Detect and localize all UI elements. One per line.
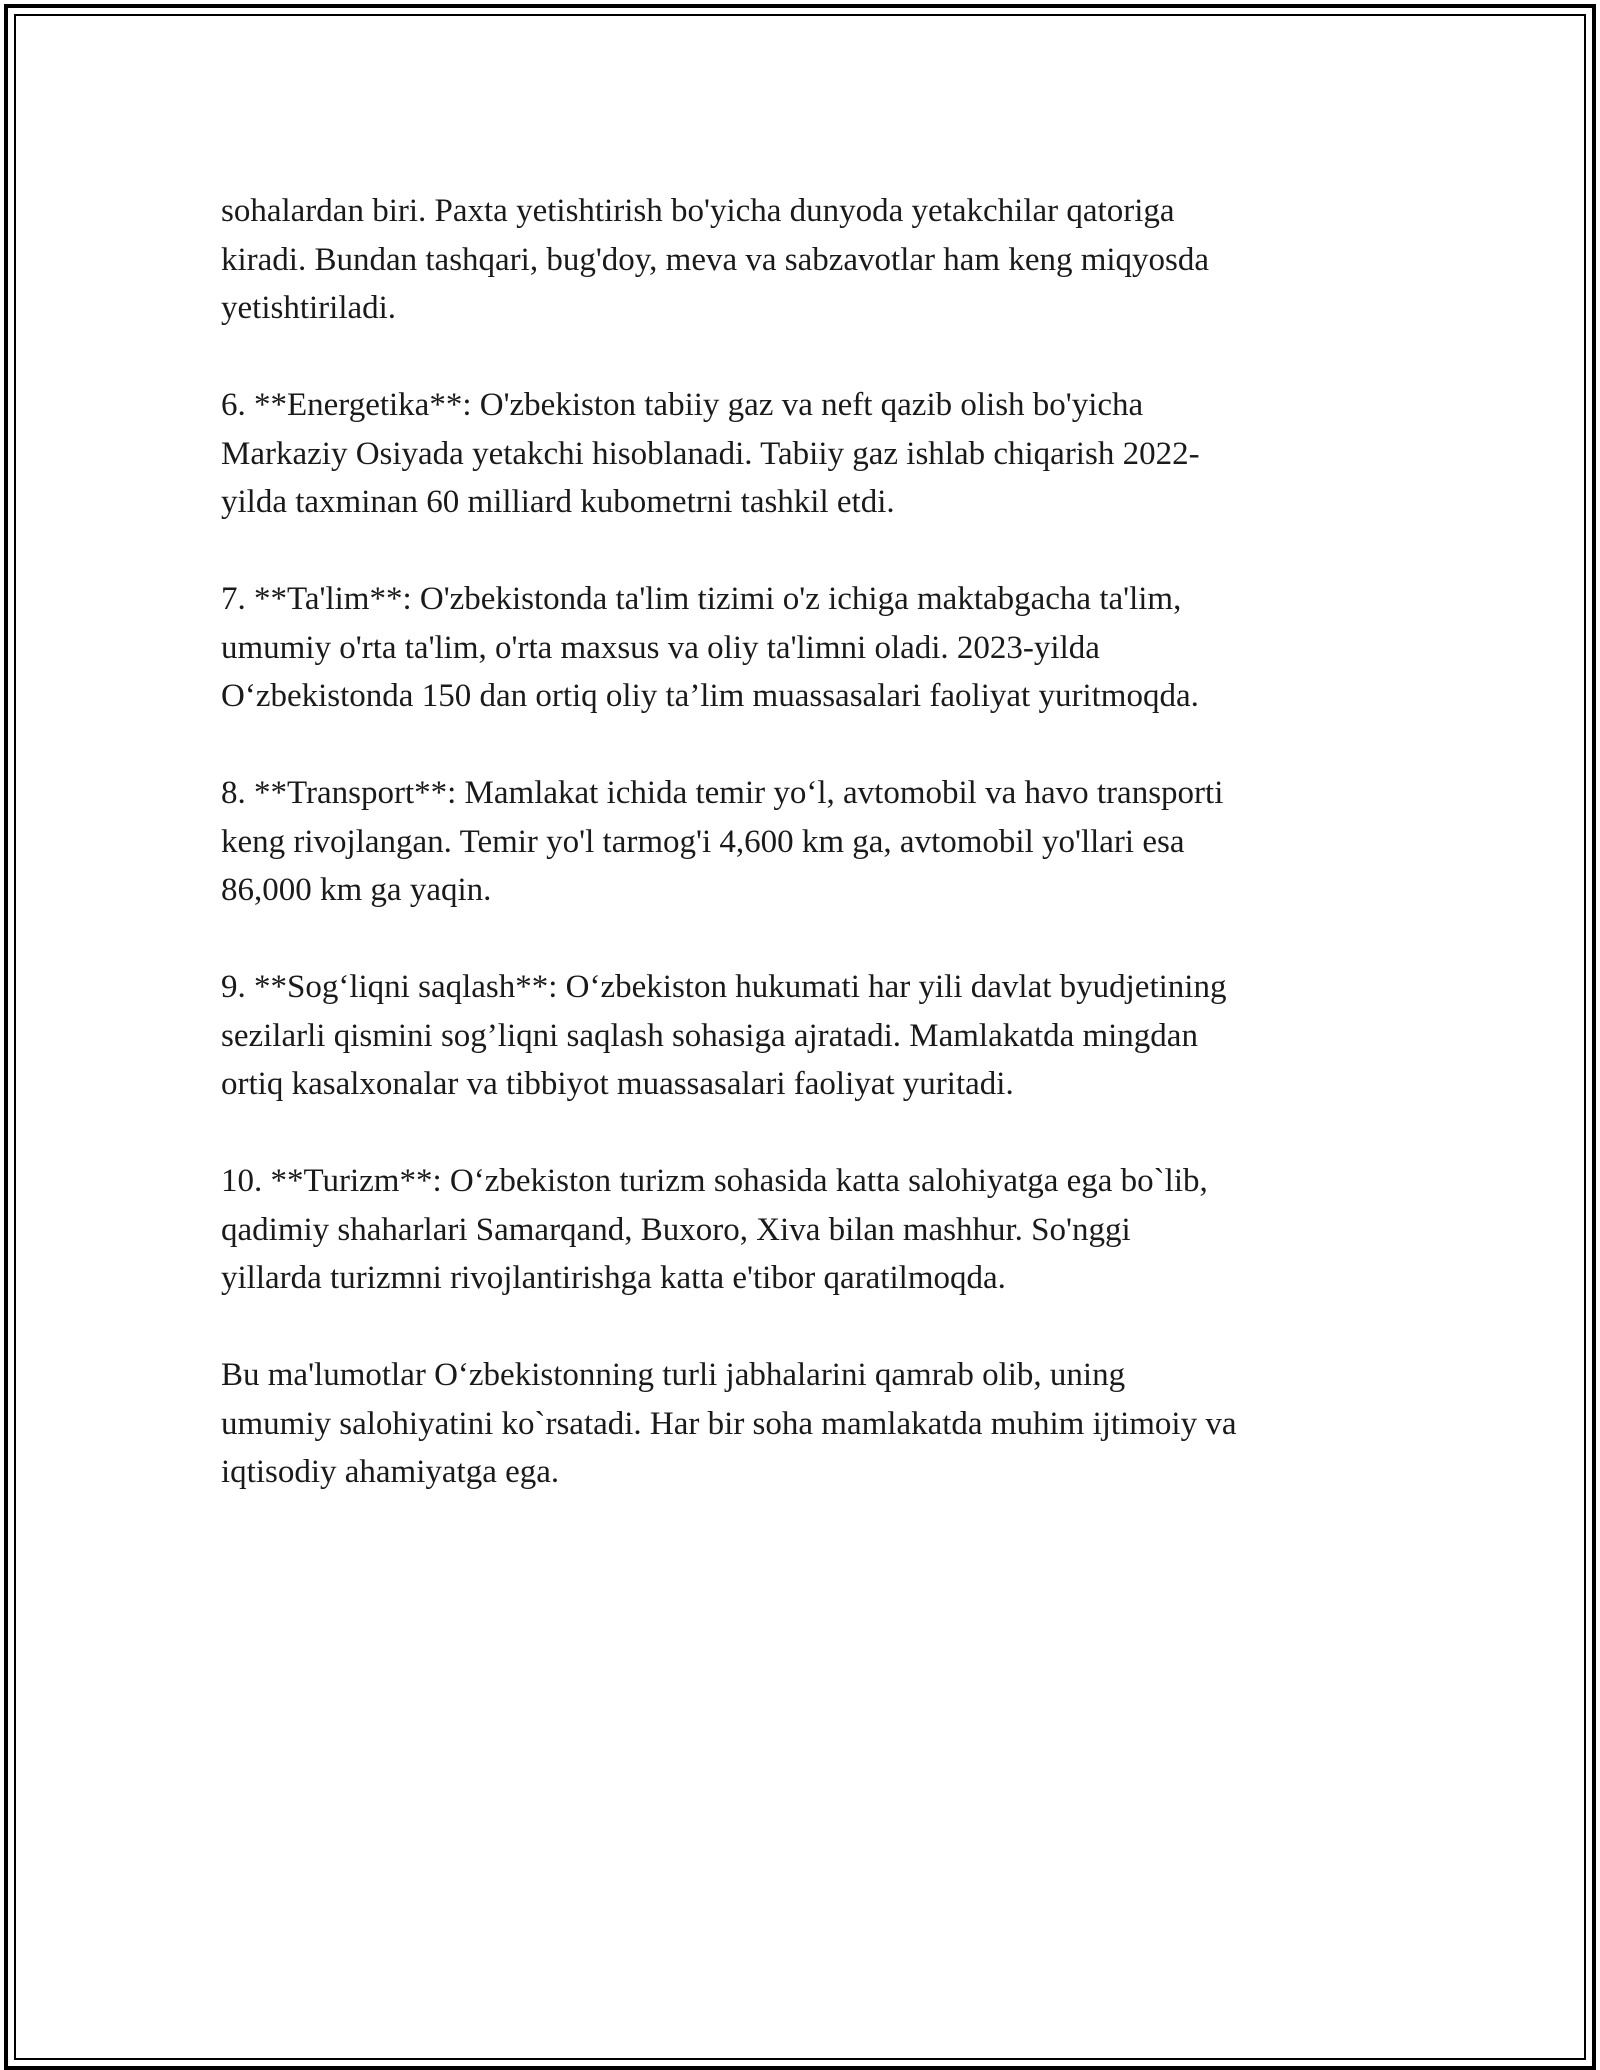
text-line: 7. **Ta'lim**: O'zbekistonda ta'lim tizimi o'z ichiga maktabgacha ta'lim,: [221, 581, 1182, 617]
text-line: yetishtiriladi.: [221, 290, 397, 326]
text-line: yilda taxminan 60 milliard kubometrni tashkil etdi.: [221, 484, 895, 520]
text-line: 86,000 km ga yaqin.: [221, 872, 492, 908]
text-line: 6. **Energetika**: O'zbekiston tabiiy gaz va neft qazib olish bo'yicha: [221, 387, 1144, 423]
text-line: 9. **Sog‘liqni saqlash**: O‘zbekiston hukumati har yili davlat byudjetining: [221, 969, 1227, 1005]
paragraph-transport: [221, 769, 1401, 915]
text-line: O‘zbekistonda 150 dan ortiq oliy ta’lim muassasalari faoliyat yuritmoqda.: [221, 678, 1199, 714]
text-line: keng rivojlangan. Temir yo'l tarmog'i 4,600 km ga, avtomobil yo'llari esa: [221, 823, 1185, 860]
paragraph-turizm: [221, 1157, 1401, 1303]
paragraph-sogliqni-saqlash: [221, 963, 1401, 1109]
text-line: Markaziy Osiyada yetakchi hisoblanadi. Tabiiy gaz ishlab chiqarish 2022-: [221, 435, 1200, 472]
paragraph-talim: [221, 575, 1401, 721]
text-line: yillarda turizmni rivojlantirishga katta e'tibor qaratilmoqda.: [221, 1260, 1006, 1296]
text-line: iqtisodiy ahamiyatga ega.: [221, 1454, 560, 1490]
text-line: 8. **Transport**: Mamlakat ichida temir yo‘l, avtomobil va havo transporti: [221, 775, 1224, 811]
text-line: umumiy o'rta ta'lim, o'rta maxsus va oliy ta'limni oladi. 2023-yilda: [221, 629, 1100, 666]
text-line: kiradi. Bundan tashqari, bug'doy, meva va sabzavotlar ham keng miqyosda: [221, 241, 1210, 278]
text-line: sohalardan biri. Paxta yetishtirish bo'yicha dunyoda yetakchilar qatoriga: [221, 193, 1175, 229]
document-body: [221, 187, 1401, 1497]
text-line: sezilarli qismini sog’liqni saqlash sohasiga ajratadi. Mamlakatda mingdan: [221, 1017, 1198, 1054]
text-line: 10. **Turizm**: O‘zbekiston turizm sohasida katta salohiyatga ega bo`lib,: [221, 1163, 1208, 1199]
text-line: ortiq kasalxonalar va tibbiyot muassasalari faoliyat yuritadi.: [221, 1066, 1014, 1102]
text-line: Bu ma'lumotlar O‘zbekistonning turli jabhalarini qamrab olib, uning: [221, 1357, 1126, 1393]
paragraph-energetika: [221, 381, 1401, 527]
text-line: umumiy salohiyatini ko`rsatadi. Har bir soha mamlakatda muhim ijtimoiy va: [221, 1405, 1237, 1442]
text-line: qadimiy shaharlari Samarqand, Buxoro, Xiva bilan mashhur. So'nggi: [221, 1211, 1131, 1248]
paragraph-agriculture-continued: [221, 187, 1401, 333]
paragraph-conclusion: [221, 1351, 1401, 1497]
